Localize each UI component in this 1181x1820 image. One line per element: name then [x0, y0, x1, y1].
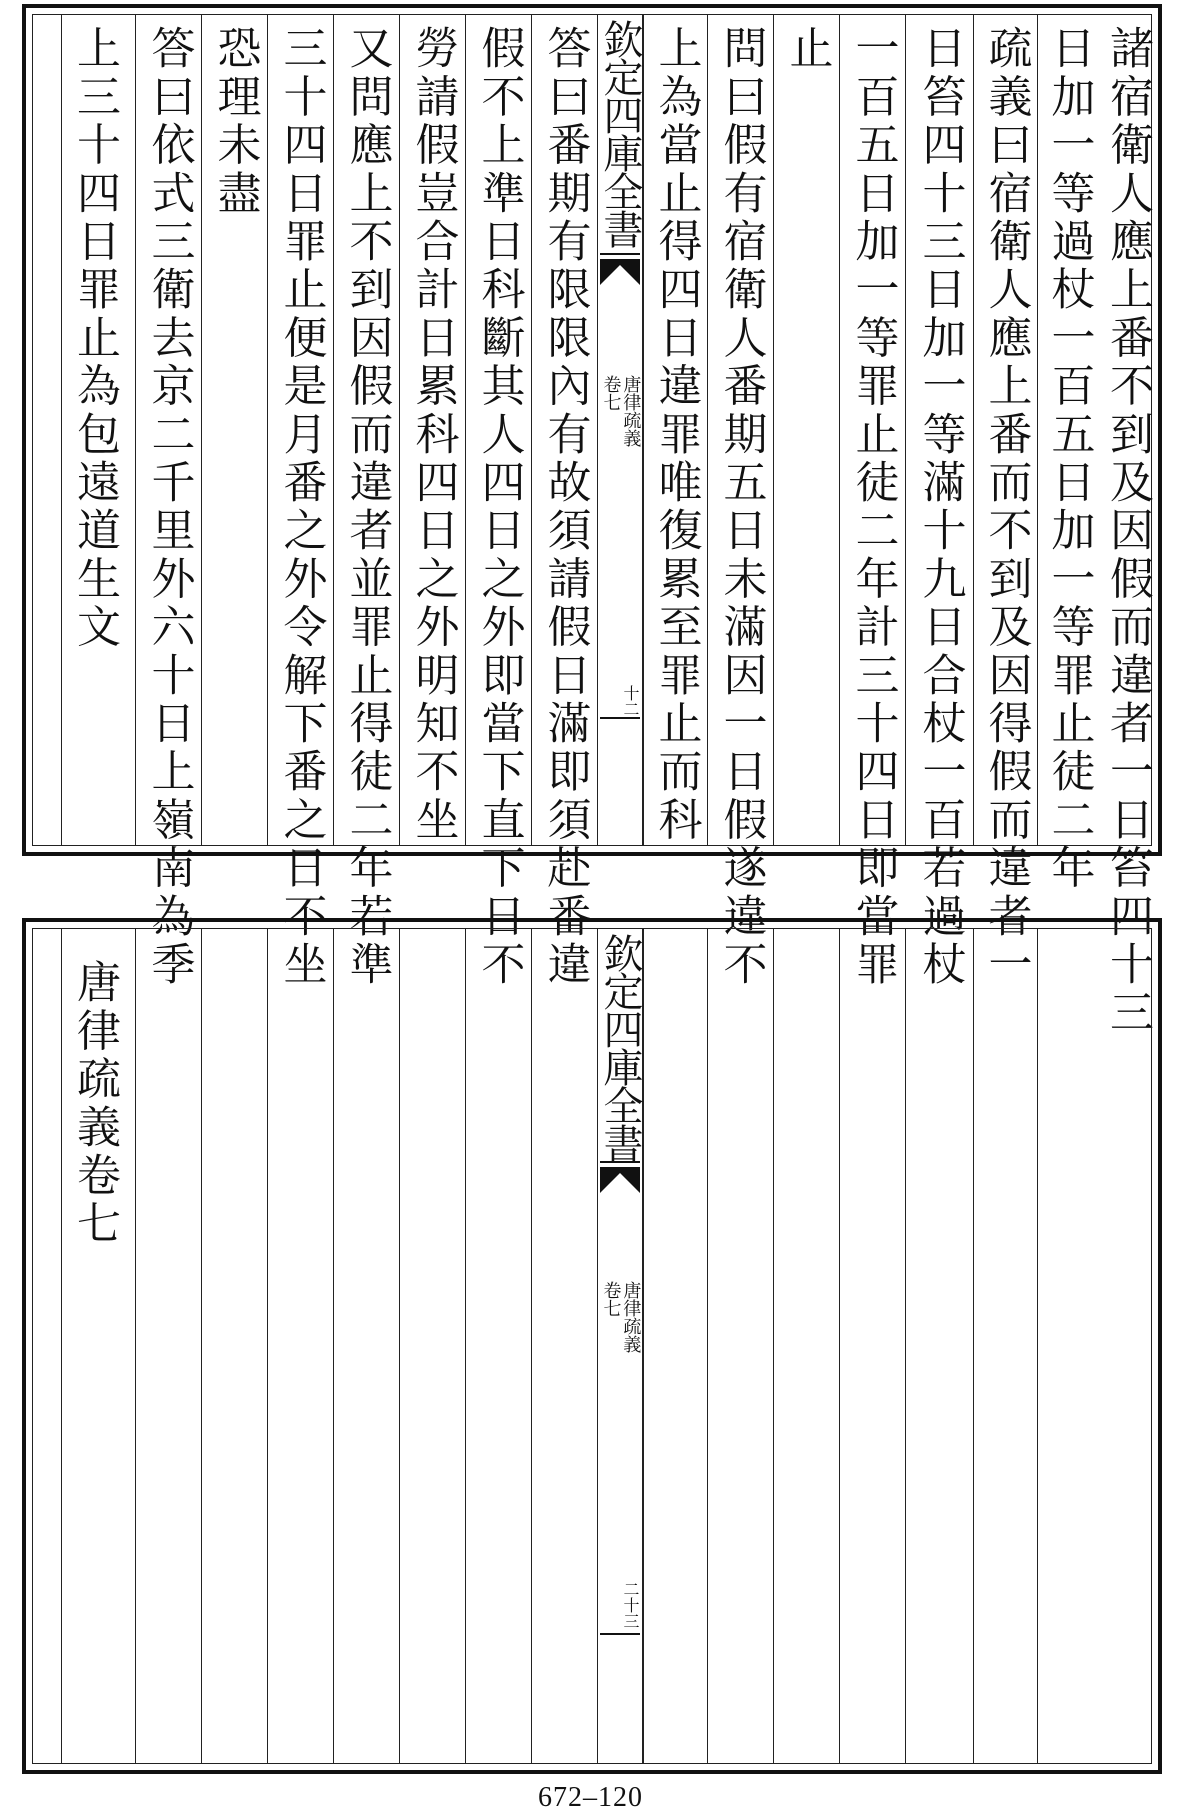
column-text: 日笞四十三日加一等滿十九日合杖一百若過杖	[914, 25, 966, 989]
blank-column	[465, 929, 531, 1763]
text-column	[839, 15, 905, 989]
column-text: 日加一等過杖一百五日加一等罪止徒二年	[1043, 25, 1095, 893]
text-column	[973, 15, 1037, 989]
fold-strip	[597, 15, 643, 845]
blank-column	[1037, 929, 1099, 1763]
column-rule	[61, 15, 62, 845]
fold-title: 欽定四庫全書	[597, 933, 643, 1161]
fold-rule	[600, 253, 640, 255]
text-column	[399, 15, 465, 845]
column-text: 答曰番期有限限內有故須請假日滿即須赴番違	[539, 25, 591, 989]
end-title-column	[33, 929, 135, 1763]
fold-book-name: 唐律疏義	[620, 1281, 642, 1353]
column-text: 疏義曰宿衛人應上番而不到及因得假而違者一	[980, 25, 1032, 989]
fold-strip	[597, 929, 643, 1763]
blank-column	[973, 929, 1037, 1763]
text-column	[531, 15, 597, 989]
bottom-page	[22, 918, 1162, 1774]
fold-volume: 卷七	[600, 1281, 622, 1317]
text-column	[135, 15, 201, 989]
column-text: 問曰假有宿衛人番期五日未滿因一日假遂違不	[715, 25, 767, 989]
blank-column	[839, 929, 905, 1763]
blank-column	[135, 929, 201, 1763]
blank-column	[773, 929, 839, 1763]
end-title: 唐律疏義卷七	[69, 959, 120, 1249]
blank-column	[707, 929, 773, 1763]
text-column	[33, 15, 135, 845]
text-column	[707, 15, 773, 989]
text-column	[905, 15, 973, 989]
column-text: 諸宿衛人應上番不到及因假而違者一日笞四十三	[1102, 25, 1153, 1038]
column-text: 假不上準日科斷其人四日之外即當下直下日不	[473, 25, 525, 989]
column-text: 上三十四日罪止為包遠道生文	[69, 25, 120, 652]
text-column	[1037, 15, 1099, 893]
column-text: 上為當止得四日違罪唯復累至罪止而科	[650, 25, 702, 845]
column-text: 止	[781, 25, 833, 74]
fold-page-number: 十二	[621, 685, 640, 717]
fold-rule	[600, 1633, 640, 1635]
text-column	[1099, 15, 1155, 1038]
fold-subtitle	[598, 1281, 642, 1353]
fold-book-name: 唐律疏義	[620, 375, 642, 447]
fold-page-number: 二十三	[621, 1581, 640, 1629]
fold-subtitle	[598, 375, 642, 447]
blank-column	[399, 929, 465, 1763]
blank-column	[1099, 929, 1155, 1763]
blank-column	[267, 929, 333, 1763]
blank-column	[643, 929, 707, 1763]
blank-column	[333, 929, 399, 1763]
page-code: 672–120	[538, 1782, 643, 1813]
text-column	[465, 15, 531, 989]
column-text: 又問應上不到因假而違者並罪止得徒二年若準	[341, 25, 393, 989]
column-text: 三十四日罪止便是月番之外令解下番之日不坐	[275, 25, 327, 989]
column-text: 勞請假豈合計日累科四日之外明知不坐	[407, 25, 459, 845]
text-column	[201, 15, 267, 845]
top-page	[22, 4, 1162, 1038]
column-text: 答曰依式三衛去京二千里外六十日上嶺南為季	[143, 25, 195, 989]
column-rule	[61, 929, 62, 1763]
blank-column	[201, 929, 267, 1763]
fold-rule	[600, 717, 640, 719]
blank-column	[905, 929, 973, 1763]
text-column	[333, 15, 399, 989]
fish-tail-icon	[600, 259, 640, 293]
text-column	[267, 15, 333, 989]
blank-column	[531, 929, 597, 1763]
column-text: 恐理未盡	[209, 25, 261, 218]
fish-tail-icon	[600, 1167, 640, 1201]
fold-volume: 卷七	[600, 375, 622, 411]
text-column	[773, 15, 839, 845]
text-column	[643, 15, 707, 845]
fold-title: 欽定四庫全書	[597, 19, 643, 247]
fold-rule	[600, 1161, 640, 1163]
column-text: 一百五日加一等罪止徒二年計三十四日即當罪	[847, 25, 899, 989]
top-page-frame	[32, 14, 1153, 1038]
bottom-page-frame	[32, 928, 1152, 1764]
